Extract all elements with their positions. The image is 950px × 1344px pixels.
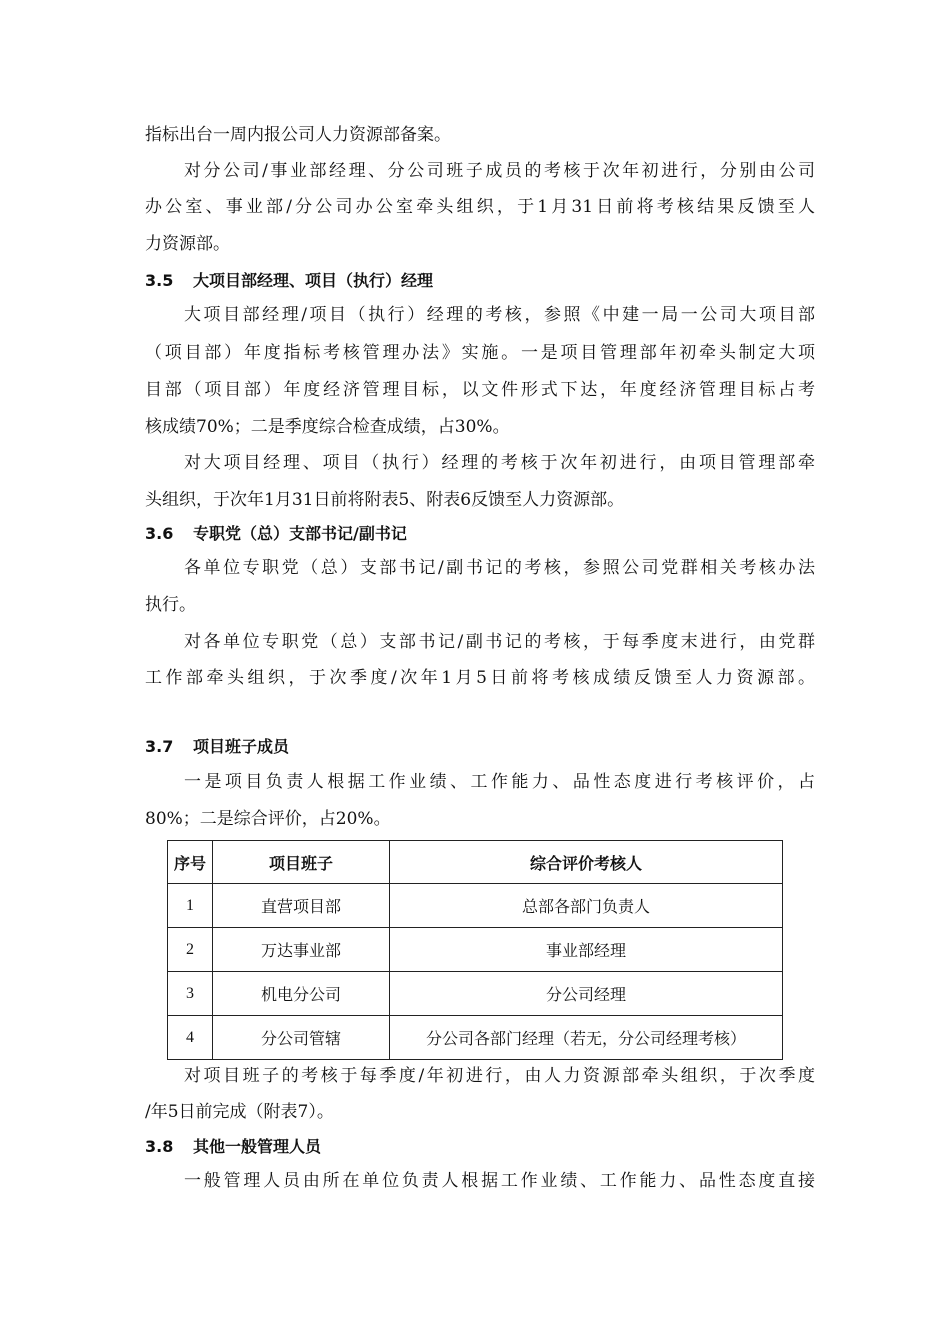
cell-evaluator: 分公司各部门经理（若无，分公司经理考核） bbox=[390, 1016, 783, 1060]
cell-evaluator: 总部各部门负责人 bbox=[390, 884, 783, 928]
cell-seq: 3 bbox=[168, 972, 213, 1016]
paragraph-line: 指标出台一周内报公司人力资源部备案。 bbox=[145, 125, 451, 145]
table-row bbox=[168, 928, 783, 972]
section-heading-3-8 bbox=[145, 1136, 815, 1158]
paragraph-line: 各单位专职党（总）支部书记/副书记的考核，参照公司党群相关考核办法 bbox=[184, 558, 815, 578]
paragraph-line: 执行。 bbox=[145, 595, 196, 615]
paragraph-line: /年5日前完成（附表7）。 bbox=[145, 1102, 334, 1122]
header-evaluator: 综合评价考核人 bbox=[390, 841, 783, 884]
cell-evaluator: 事业部经理 bbox=[390, 928, 783, 972]
cell-seq: 2 bbox=[168, 928, 213, 972]
section-title: 专职党（总）支部书记/副书记 bbox=[193, 524, 407, 543]
cell-team: 直营项目部 bbox=[213, 884, 390, 928]
paragraph-line: 对大项目经理、项目（执行）经理的考核于次年初进行，由项目管理部牵 bbox=[184, 453, 815, 473]
cell-seq: 1 bbox=[168, 884, 213, 928]
paragraph-line: 头组织，于次年1月31日前将附表5、附表6反馈至人力资源部。 bbox=[145, 490, 625, 510]
paragraph-line: 对分公司/事业部经理、分公司班子成员的考核于次年初进行，分别由公司 bbox=[184, 161, 815, 181]
paragraph-line: 对各单位专职党（总）支部书记/副书记的考核，于每季度末进行，由党群 bbox=[184, 632, 815, 652]
table-header-row bbox=[168, 841, 783, 884]
table-row bbox=[168, 972, 783, 1016]
header-team: 项目班子 bbox=[213, 841, 390, 884]
paragraph-line: 大项目部经理/项目（执行）经理的考核，参照《中建一局一公司大项目部 bbox=[184, 305, 815, 325]
paragraph-line: 工作部牵头组织，于次季度/次年1月5日前将考核成绩反馈至人力资源部。 bbox=[145, 668, 815, 688]
paragraph-line: 对项目班子的考核于每季度/年初进行，由人力资源部牵头组织，于次季度 bbox=[184, 1066, 815, 1086]
cell-evaluator: 分公司经理 bbox=[390, 972, 783, 1016]
section-number: 3.7 bbox=[145, 737, 174, 756]
cell-seq: 4 bbox=[168, 1016, 213, 1060]
section-title: 大项目部经理、项目（执行）经理 bbox=[193, 271, 434, 290]
paragraph-line: （项目部）年度指标考核管理办法》实施。一是项目管理部年初牵头制定大项 bbox=[145, 343, 815, 363]
section-title: 其他一般管理人员 bbox=[193, 1137, 322, 1156]
cell-team: 万达事业部 bbox=[213, 928, 390, 972]
paragraph-line: 目部（项目部）年度经济管理目标，以文件形式下达，年度经济管理目标占考 bbox=[145, 380, 815, 400]
section-heading-3-6 bbox=[145, 523, 815, 545]
cell-team: 机电分公司 bbox=[213, 972, 390, 1016]
section-number: 3.8 bbox=[145, 1137, 174, 1156]
paragraph-line: 80%；二是综合评价，占20%。 bbox=[145, 809, 391, 829]
table-row bbox=[168, 1016, 783, 1060]
header-seq: 序号 bbox=[168, 841, 213, 884]
evaluator-table bbox=[167, 840, 783, 1060]
section-title: 项目班子成员 bbox=[193, 737, 290, 756]
paragraph-line: 一般管理人员由所在单位负责人根据工作业绩、工作能力、品性态度直接 bbox=[184, 1171, 815, 1191]
section-number: 3.5 bbox=[145, 271, 174, 290]
section-heading-3-7 bbox=[145, 736, 815, 758]
paragraph-line: 办公室、事业部/分公司办公室牵头组织，于1月31日前将考核结果反馈至人 bbox=[145, 197, 815, 217]
paragraph-line: 一是项目负责人根据工作业绩、工作能力、品性态度进行考核评价，占 bbox=[184, 772, 815, 792]
paragraph-line: 力资源部。 bbox=[145, 234, 230, 254]
table-row bbox=[168, 884, 783, 928]
section-number: 3.6 bbox=[145, 524, 174, 543]
cell-team: 分公司管辖 bbox=[213, 1016, 390, 1060]
paragraph-line: 核成绩70%；二是季度综合检查成绩，占30%。 bbox=[145, 417, 510, 437]
section-heading-3-5 bbox=[145, 270, 815, 292]
